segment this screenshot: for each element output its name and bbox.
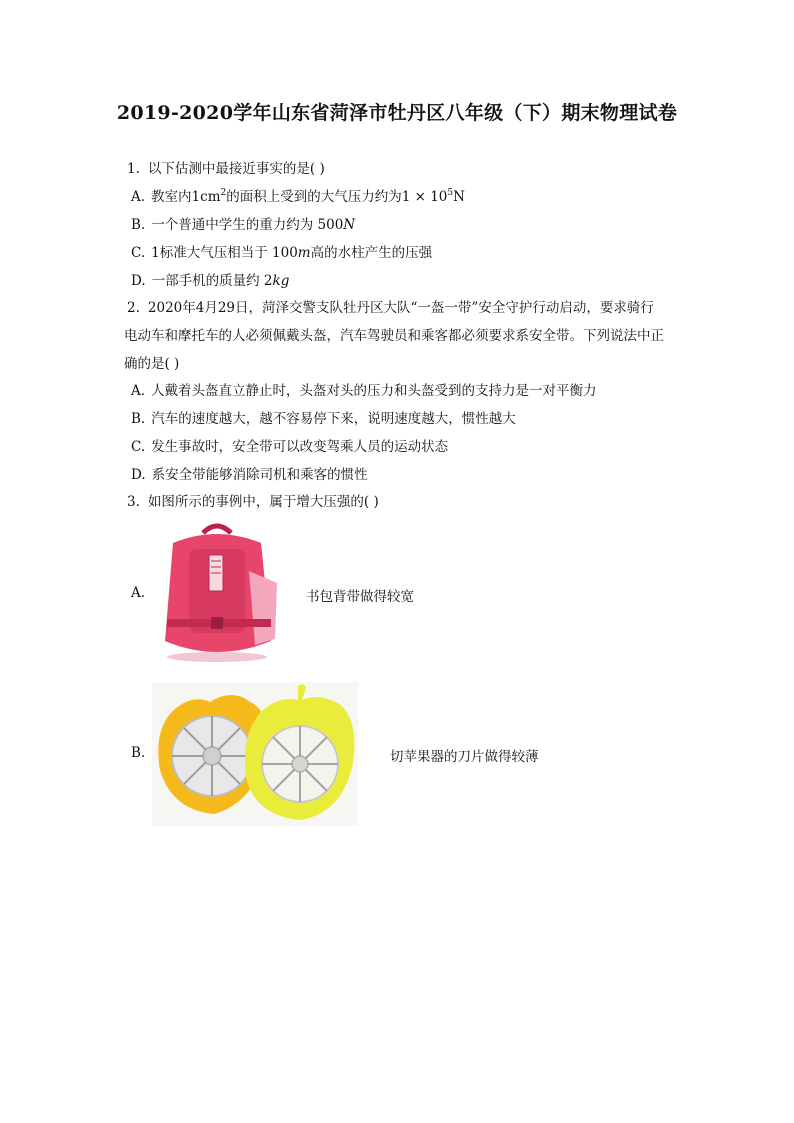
q3-option-a-letter: A. bbox=[131, 585, 146, 601]
option-letter: B. bbox=[131, 217, 146, 233]
backpack-image bbox=[153, 521, 281, 665]
option-text-part: 一个普通中学生的重力约为 500 bbox=[151, 217, 344, 233]
q2-option-a bbox=[131, 382, 597, 400]
option-text-part: 1标准大气压相当于 100 bbox=[151, 245, 298, 261]
q1-option-a bbox=[131, 188, 465, 206]
question-1 bbox=[127, 160, 325, 178]
option-letter: B. bbox=[131, 411, 146, 427]
unit-symbol: N bbox=[343, 217, 356, 233]
superscript: 2 bbox=[220, 188, 227, 198]
option-text: 人戴着头盔直立静止时，头盔对头的压力和头盔受到的支持力是一对平衡力 bbox=[151, 383, 597, 399]
option-text: 发生事故时，安全带可以改变驾乘人员的运动状态 bbox=[151, 439, 449, 455]
q3-option-b-caption: 切苹果器的刀片做得较薄 bbox=[390, 749, 539, 765]
q1-option-c bbox=[131, 244, 432, 262]
option-text-part: 一部手机的质量约 2 bbox=[151, 273, 273, 289]
q1-option-b bbox=[131, 216, 355, 234]
question-number: 2. bbox=[127, 300, 140, 316]
unit-symbol: kg bbox=[272, 273, 290, 289]
q2-option-d bbox=[131, 466, 368, 484]
q3-option-a-caption: 书包背带做得较宽 bbox=[306, 589, 414, 605]
superscript: 5 bbox=[447, 188, 454, 198]
apple-slicer-image bbox=[152, 682, 358, 826]
option-text-part: 高的水柱产生的压强 bbox=[310, 245, 433, 261]
question-stem: 以下估测中最接近事实的是( ) bbox=[147, 161, 325, 177]
option-letter: D. bbox=[131, 467, 146, 483]
question-3 bbox=[127, 493, 379, 511]
page-title: 2019-2020学年山东省菏泽市牡丹区八年级（下）期末物理试卷 bbox=[116, 102, 678, 124]
question-stem-line: 电动车和摩托车的人必须佩戴头盔，汽车驾驶员和乘客都必须要求系安全带。下列说法中正 bbox=[124, 328, 664, 344]
option-letter: A. bbox=[131, 189, 146, 205]
question-number: 3. bbox=[127, 494, 140, 510]
q3-option-b-letter: B. bbox=[131, 745, 146, 761]
option-letter: C. bbox=[131, 245, 146, 261]
q2-option-b bbox=[131, 410, 516, 428]
question-stem: 如图所示的事例中，属于增大压强的( ) bbox=[147, 494, 379, 510]
option-letter: A. bbox=[131, 383, 146, 399]
option-letter: D. bbox=[131, 273, 146, 289]
option-text-part: 教室内1cm bbox=[151, 189, 221, 205]
option-letter: C. bbox=[131, 439, 146, 455]
question-2 bbox=[127, 299, 654, 317]
option-text-part: 的面积上受到的大气压力约为1 × 10 bbox=[226, 189, 448, 205]
question-number: 1. bbox=[127, 161, 140, 177]
q2-option-c bbox=[131, 438, 448, 456]
question-stem: 2020年4月29日，菏泽交警支队牡丹区大队“一盔一带”安全守护行动启动，要求骑行 bbox=[147, 300, 654, 316]
option-text: 系安全带能够消除司机和乘客的惯性 bbox=[151, 467, 368, 483]
option-text-part: N bbox=[453, 189, 465, 205]
q1-option-d bbox=[131, 272, 289, 290]
question-stem-line: 确的是( ) bbox=[124, 356, 180, 372]
option-text: 汽车的速度越大，越不容易停下来，说明速度越大，惯性越大 bbox=[151, 411, 516, 427]
unit-symbol: m bbox=[297, 245, 311, 261]
